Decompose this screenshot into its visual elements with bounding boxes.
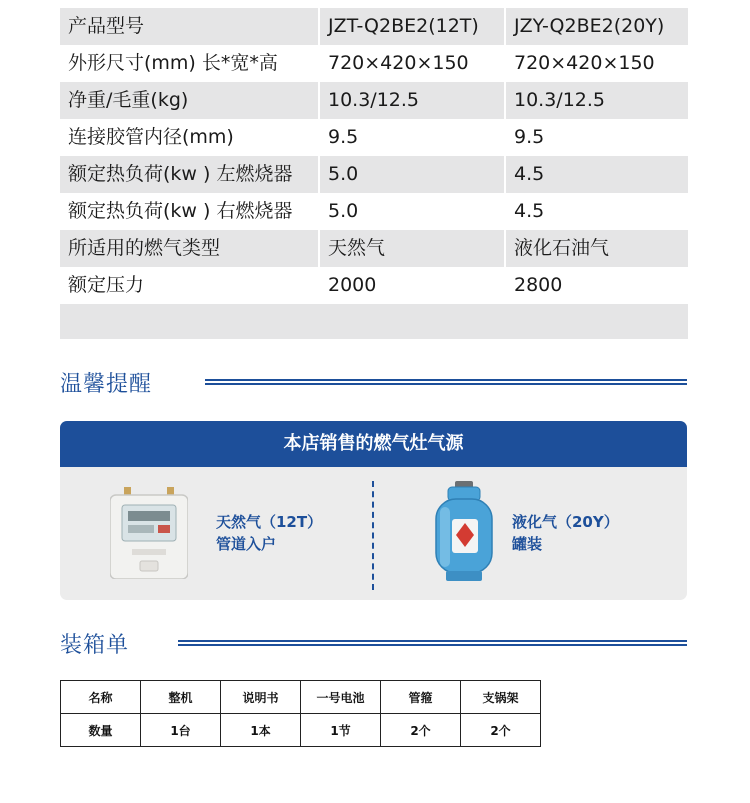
reminder-heading: 温馨提醒: [60, 372, 153, 397]
packing-header-cell: 说明书: [221, 681, 301, 714]
packing-heading: 装箱单: [60, 633, 130, 658]
packing-value-row: [61, 714, 541, 747]
spec-row-model: [60, 8, 688, 45]
packing-header-row: [61, 681, 541, 714]
lpg-type: 液化气（20Y）: [512, 513, 619, 531]
gas-source-card-title: 本店销售的燃气灶气源: [60, 421, 687, 467]
spec-row-heat-right: [60, 193, 688, 230]
spec-value-12t: 5.0: [318, 193, 504, 230]
spec-value-20y: 4.5: [504, 156, 688, 193]
card-divider: [372, 481, 374, 590]
packing-value-cell: 1本: [221, 714, 301, 747]
packing-value-cell: 1台: [141, 714, 221, 747]
lpg-supply: 罐装: [512, 535, 543, 553]
spec-value-20y: 10.3/12.5: [504, 82, 688, 119]
spec-value-12t: 2000: [318, 267, 504, 304]
spec-value-12t: 天然气: [318, 230, 504, 267]
packing-table: [60, 680, 541, 747]
packing-header-cell: 支锅架: [461, 681, 541, 714]
natural-gas-supply: 管道入户: [216, 535, 277, 553]
spec-value-12t: 5.0: [318, 156, 504, 193]
packing-value-cell: 2个: [461, 714, 541, 747]
gas-meter-icon: [110, 487, 188, 579]
spec-row-hose-diameter: [60, 119, 688, 156]
spec-row-heat-left: [60, 156, 688, 193]
spec-value-20y: 720×420×150: [504, 45, 688, 82]
spec-label: 外形尺寸(mm) 长*宽*高: [68, 52, 278, 74]
lpg-tank-icon: [434, 481, 494, 583]
spec-value-12t: 9.5: [318, 119, 504, 156]
spec-label: 额定压力: [68, 274, 145, 296]
spec-label: 产品型号: [68, 15, 145, 37]
spec-label: 所适用的燃气类型: [68, 237, 221, 259]
spec-value-12t: JZT-Q2BE2(12T): [318, 8, 504, 45]
packing-value-cell: 1节: [301, 714, 381, 747]
lpg-label: [512, 511, 619, 555]
spec-value-20y: 2800: [504, 267, 688, 304]
spec-value-20y: JZY-Q2BE2(20Y): [504, 8, 688, 45]
natural-gas-type: 天然气（12T）: [216, 513, 323, 531]
spec-label: 净重/毛重(kg): [68, 89, 189, 111]
packing-header-cell: 管箍: [381, 681, 461, 714]
gas-source-card: [60, 421, 687, 600]
gas-source-card-body: [60, 467, 687, 600]
spec-row-weight: [60, 82, 688, 119]
spec-label: 连接胶管内径(mm): [68, 126, 234, 148]
packing-header-cell: 名称: [61, 681, 141, 714]
spec-table-footer: [60, 304, 688, 339]
packing-header-cell: 整机: [141, 681, 221, 714]
packing-heading-rule: [178, 640, 687, 646]
spec-value-20y: 液化石油气: [504, 230, 688, 267]
spec-value-12t: 10.3/12.5: [318, 82, 504, 119]
reminder-heading-rule: [205, 379, 687, 385]
spec-label: 额定热负荷(kw ) 右燃烧器: [68, 200, 293, 222]
spec-row-gas-type: [60, 230, 688, 267]
packing-value-cell: 数量: [61, 714, 141, 747]
spec-table: [60, 8, 688, 339]
spec-label: 额定热负荷(kw ) 左燃烧器: [68, 163, 293, 185]
spec-value-20y: 9.5: [504, 119, 688, 156]
packing-header-cell: 一号电池: [301, 681, 381, 714]
spec-value-20y: 4.5: [504, 193, 688, 230]
spec-row-dimensions: [60, 45, 688, 82]
natural-gas-label: [216, 511, 322, 555]
spec-row-pressure: [60, 267, 688, 304]
spec-value-12t: 720×420×150: [318, 45, 504, 82]
packing-value-cell: 2个: [381, 714, 461, 747]
